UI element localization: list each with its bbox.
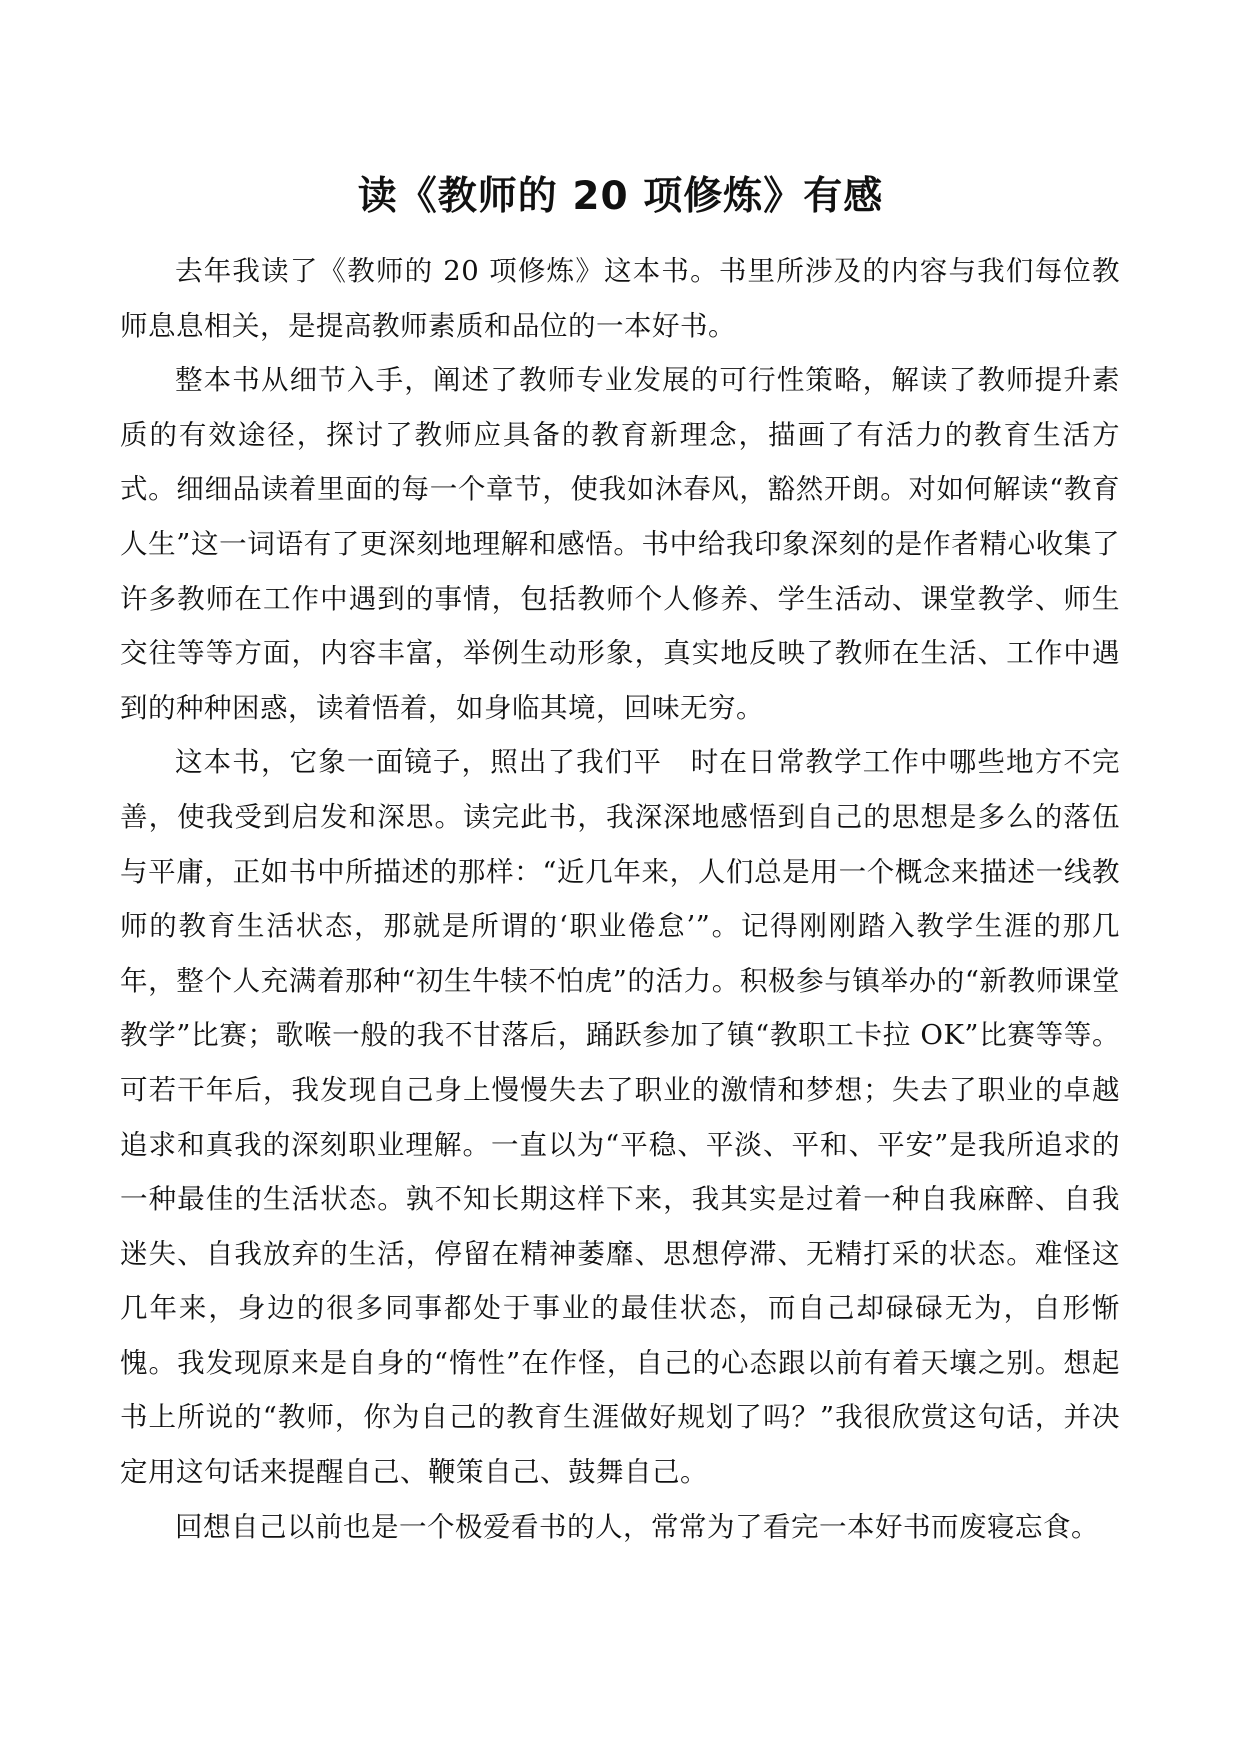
paragraph-1: 去年我读了《教师的 20 项修炼》这本书。书里所涉及的内容与我们每位教师息息相关，是提高教师素质和品位的一本好书。: [120, 255, 1120, 342]
paragraph-4: 回想自己以前也是一个极爱看书的人，常常为了看完一本好书而废寝忘食。: [175, 1510, 1099, 1543]
paragraph-3: 这本书，它象一面镜子，照出了我们平 时在日常教学工作中哪些地方不完善，使我受到启发和深思。读完此书，我深深地感悟到自己的思想是多么的落伍与平庸，正如书中所描述的那样：“近几年来，人们总是用一个概念来描述一线教师的教育生活状态，那就是所谓的‘职业倦怠’”。记得刚刚踏入教学生涯的那几年，整个人充满着那种“初生牛犊不怕虎”的活力。积极参与镇举办的“新教师课堂教学”比赛；歌喉一般的我不甘落后，踊跃参加了镇“教职工卡拉 OK”比赛等等。可若干年后，我发现自己身上慢慢失去了职业的激情和梦想；失去了职业的卓越追求和真我的深刻职业理解。一直以为“平稳、平淡、平和、平安”是我所追求的一种最佳的生活状态。孰不知长期这样下来，我其实是过着一种自我麻醉、自我迷失、自我放弃的生活，停留在精神萎靡、思想停滞、无精打采的状态。难怪这几年来，身边的很多同事都处于事业的最佳状态，而自己却碌碌无为，自形惭愧。我发现原来是自身的“惰性”在作怪，自己的心态跟以前有着天壤之别。想起书上所说的“教师，你为自己的教育生涯做好规划了吗？”我很欣赏这句话，并决定用这句话来提醒自己、鞭策自己、鼓舞自己。: [120, 746, 1120, 1489]
paragraph-2: 整本书从细节入手，阐述了教师专业发展的可行性策略，解读了教师提升素质的有效途径，探讨了教师应具备的教育新理念，描画了有活力的教育生活方式。细细品读着里面的每一个章节，使我如沐春风，豁然开朗。对如何解读“教育人生”这一词语有了更深刻地理解和感悟。书中给我印象深刻的是作者精心收集了许多教师在工作中遇到的事情，包括教师个人修养、学生活动、课堂教学、师生交往等等方面，内容丰富，举例生动形象，真实地反映了教师在生活、工作中遇到的种种困惑，读着悟着，如身临其境，回味无穷。: [120, 364, 1120, 724]
document-body: [120, 244, 1120, 1554]
document-title: 读《教师的 20 项修炼》有感: [357, 174, 884, 219]
